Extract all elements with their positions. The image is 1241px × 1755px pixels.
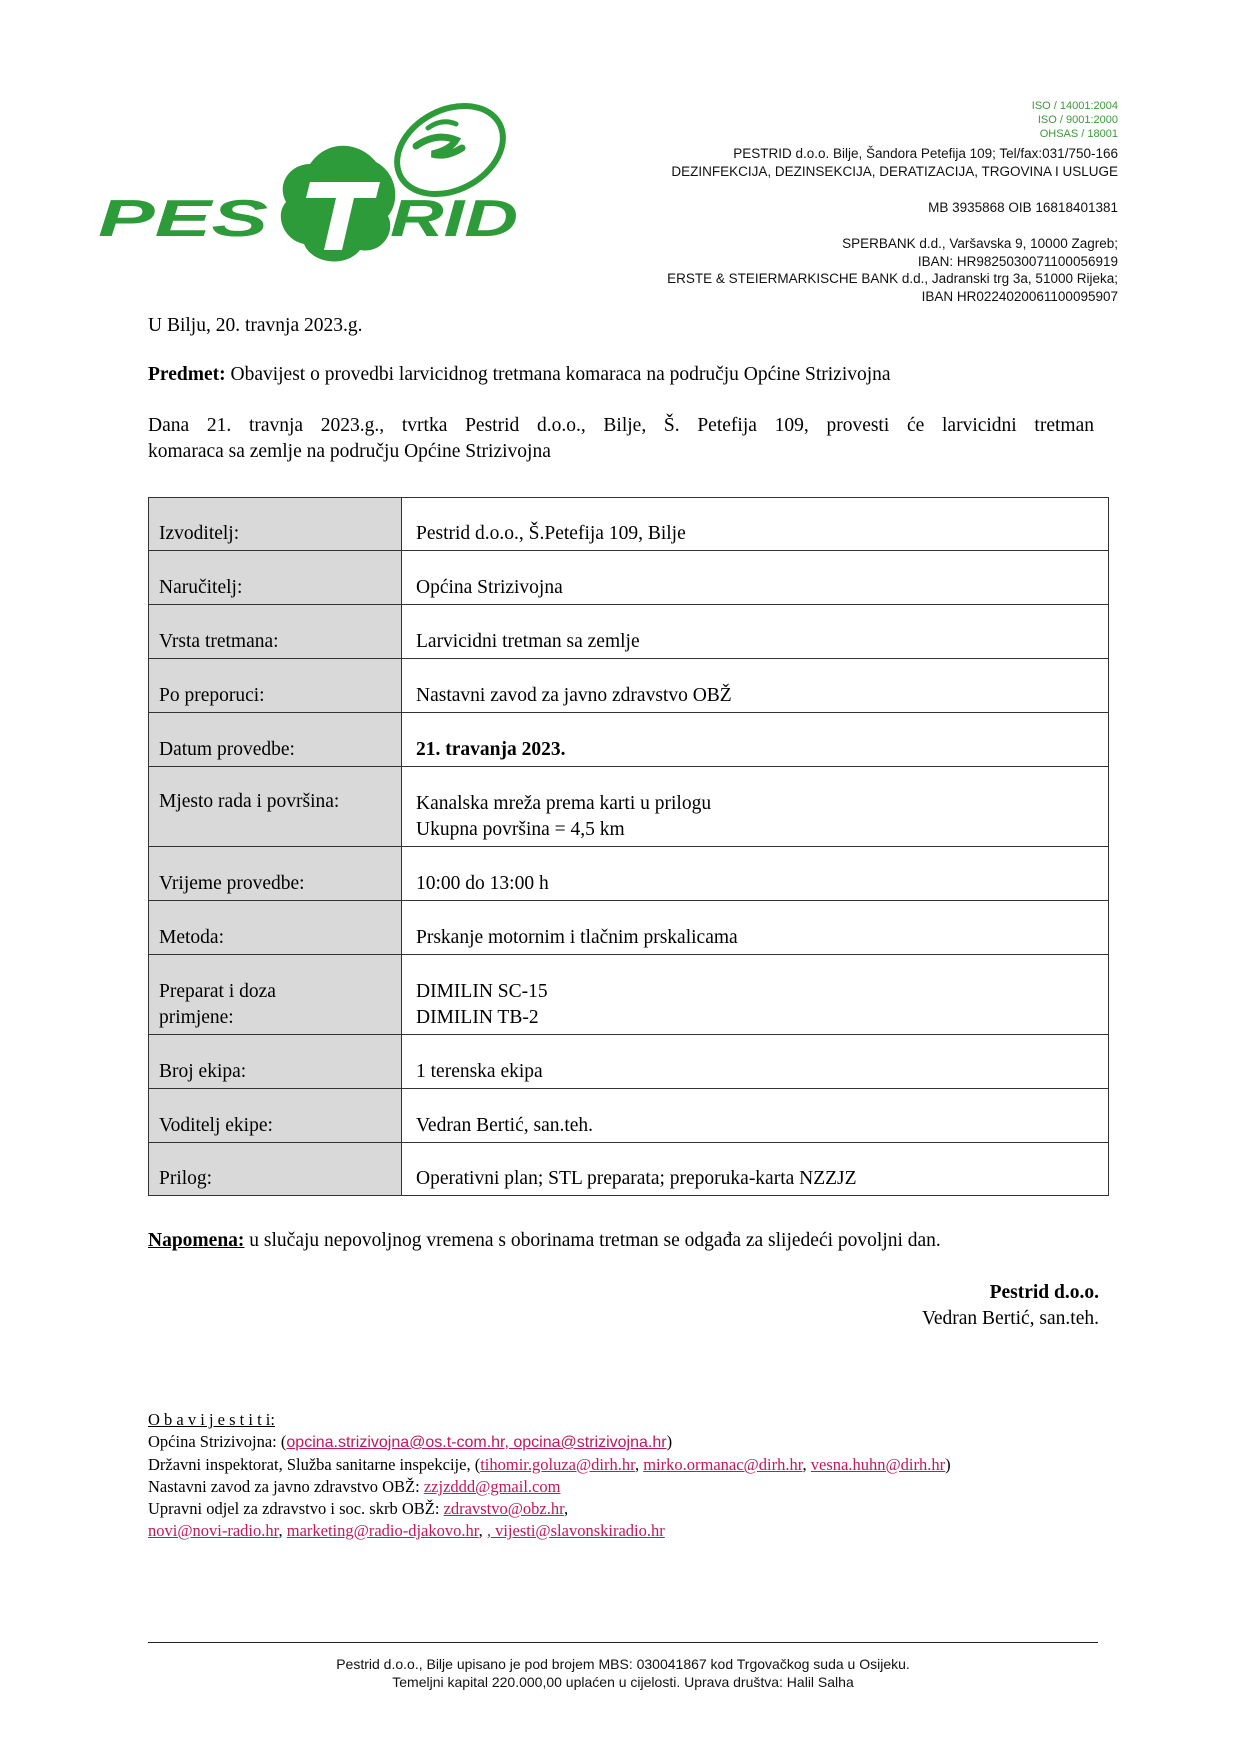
treatment-info-table [148,497,1109,1196]
notify-item: Državni inspektorat, Služba sanitarne inspekcije, (tihomir.goluza@dirh.hr, mirko.ormanac@dirh.hr, vesna.huhn@dirh.hr) [148,1455,951,1474]
notify-item [148,1476,951,1498]
table-row [149,1089,1109,1143]
subject-line [148,362,891,388]
table-row [149,901,1109,955]
row-value: Larvicidni tretman sa zemlje [402,605,1109,659]
company-ids: MB 3935868 OIB 16818401381 [928,200,1118,215]
row-label: Naručitelj: [149,551,402,605]
row-value: Prskanje motornim i tlačnim prskalicama [402,901,1109,955]
notify-end: ) [945,1455,951,1474]
notify-list [148,1409,951,1542]
bank2-name: ERSTE & STEIERMARKISCHE BANK d.d., Jadranski trg 3a, 51000 Rijeka; [667,271,1118,286]
logo-text-right: RID [390,190,518,248]
notify-end: ) [666,1432,673,1451]
row-label: Po preporuci: [149,659,402,713]
email-link[interactable]: opcina.strizivojna@os.t-com.hr, opcina@strizivojna.hr [286,1434,667,1451]
logo-text-left: PES [98,190,269,248]
bank1-iban: IBAN: HR9825030071100056919 [917,253,1118,269]
footer-line: Temeljni kapital 220.000,00 uplaćen u cijelosti. Uprava društva: Halil Salha [392,1674,854,1690]
iso-line: ISO / 14001:2004 [1031,100,1118,112]
notify-item [148,1498,951,1520]
notify-label: Upravni odjel za zdravstvo i soc. skrb OBŽ: [148,1499,444,1518]
email-link[interactable]: mirko.ormanac@dirh.hr [643,1455,803,1474]
table-row [149,1035,1109,1089]
bank-info [667,235,1118,305]
row-label: Mjesto rada i površina: [149,767,402,847]
signature-block [922,1280,1099,1332]
table-row [149,847,1109,901]
intro-line: komaraca sa zemlje na području Općine Strizivojna [148,441,551,462]
company-logo [98,98,518,268]
table-row [149,659,1109,713]
row-value-line: Kanalska mreža prema karti u prilogu [416,793,712,814]
footer-divider [148,1642,1098,1643]
signature-company: Pestrid d.o.o. [989,1282,1099,1303]
email-link[interactable]: zzjzddd@gmail.com [423,1477,561,1496]
company-activities: DEZINFEKCIJA, DEZINSEKCIJA, DERATIZACIJA, TRGOVINA I USLUGE [671,163,1118,179]
iso-certifications [1032,99,1118,141]
row-label-line: Preparat i doza [159,981,276,1002]
table-row [149,713,1109,767]
footer-line: Pestrid d.o.o., Bilje upisano je pod brojem MBS: 030041867 kod Trgovačkog suda u Osijeku. [336,1656,910,1672]
place-date: U Bilju, 20. travnja 2023.g. [148,315,363,336]
table-row [149,767,1109,847]
email-link[interactable]: tihomir.goluza@dirh.hr [480,1455,635,1474]
intro-paragraph [148,413,1094,465]
note-label: Napomena: [148,1230,245,1251]
row-label: Metoda: [149,901,402,955]
row-label: Broj ekipa: [149,1035,402,1089]
subject-text: Obavijest o provedbi larvicidnog tretmana komaraca na području Općine Strizivojna [225,364,891,385]
row-label-line: primjene: [159,1007,234,1028]
row-value [402,767,1109,847]
notify-item: novi@novi-radio.hr, marketing@radio-djakovo.hr, , vijesti@slavonskiradio.hr [148,1521,665,1540]
notify-end: , [563,1499,569,1518]
email-link[interactable]: marketing@radio-djakovo.hr [286,1521,479,1540]
bank2-iban: IBAN HR0224020061100095907 [921,288,1118,304]
row-value-line: Ukupna površina = 4,5 km [416,819,625,840]
row-value [402,955,1109,1035]
email-link[interactable]: vesna.huhn@dirh.hr [810,1455,946,1474]
table-row [149,498,1109,551]
table-row [149,605,1109,659]
table-row [149,551,1109,605]
row-value: Vedran Bertić, san.teh. [402,1089,1109,1143]
iso-line: ISO / 9001:2000 [1037,114,1118,126]
bank1-name: SPERBANK d.d., Varšavska 9, 10000 Zagreb; [842,236,1118,251]
row-value: 21. travanja 2023. [402,713,1109,767]
intro-line: Dana 21. travnja 2023.g., tvrtka Pestrid d.o.o., Bilje, Š. Petefija 109, provesti će larvicidni tretman [148,415,1094,436]
row-value: 1 terenska ekipa [402,1035,1109,1089]
row-value: 10:00 do 13:00 h [402,847,1109,901]
notify-item [148,1431,951,1454]
row-label: Vrijeme provedbe: [149,847,402,901]
row-value: Pestrid d.o.o., Š.Petefija 109, Bilje [402,498,1109,551]
row-label: Voditelj ekipe: [149,1089,402,1143]
row-value: Nastavni zavod za javno zdravstvo OBŽ [402,659,1109,713]
row-label: Vrsta tretmana: [149,605,402,659]
row-value: Operativni plan; STL preparata; preporuka-karta NZZJZ [402,1143,1109,1196]
notify-label: Nastavni zavod za javno zdravstvo OBŽ: [148,1477,424,1496]
row-label: Prilog: [149,1143,402,1196]
signature-name: Vedran Bertić, san.teh. [921,1308,1099,1329]
email-link[interactable]: , vijesti@slavonskiradio.hr [486,1521,665,1540]
row-value: Općina Strizivojna [402,551,1109,605]
footer [148,1655,1098,1691]
row-label: Izvoditelj: [149,498,402,551]
company-address: PESTRID d.o.o. Bilje, Šandora Petefija 109; Tel/fax:031/750-166 [733,146,1118,161]
table-row [149,1143,1109,1196]
row-value-line: DIMILIN SC-15 [416,981,548,1002]
iso-line: OHSAS / 18001 [1039,128,1118,140]
notify-label: Općina Strizivojna: ( [148,1432,287,1451]
table-row [149,955,1109,1035]
email-link[interactable]: zdravstvo@obz.hr [443,1499,564,1518]
row-value-line: DIMILIN TB-2 [416,1007,539,1028]
note-text: u slučaju nepovoljnog vremena s oborinama tretman se odgađa za slijedeći povoljni dan. [244,1230,941,1251]
note-line [148,1228,941,1254]
notify-label: Državni inspektorat, Služba sanitarne inspekcije, ( [148,1455,481,1474]
subject-label: Predmet: [148,364,226,385]
notify-heading: O b a v i j e s t i t i: [148,1410,275,1429]
email-link[interactable]: novi@novi-radio.hr [148,1521,279,1540]
row-label: Datum provedbe: [149,713,402,767]
row-label [149,955,402,1035]
company-info [671,145,1118,180]
